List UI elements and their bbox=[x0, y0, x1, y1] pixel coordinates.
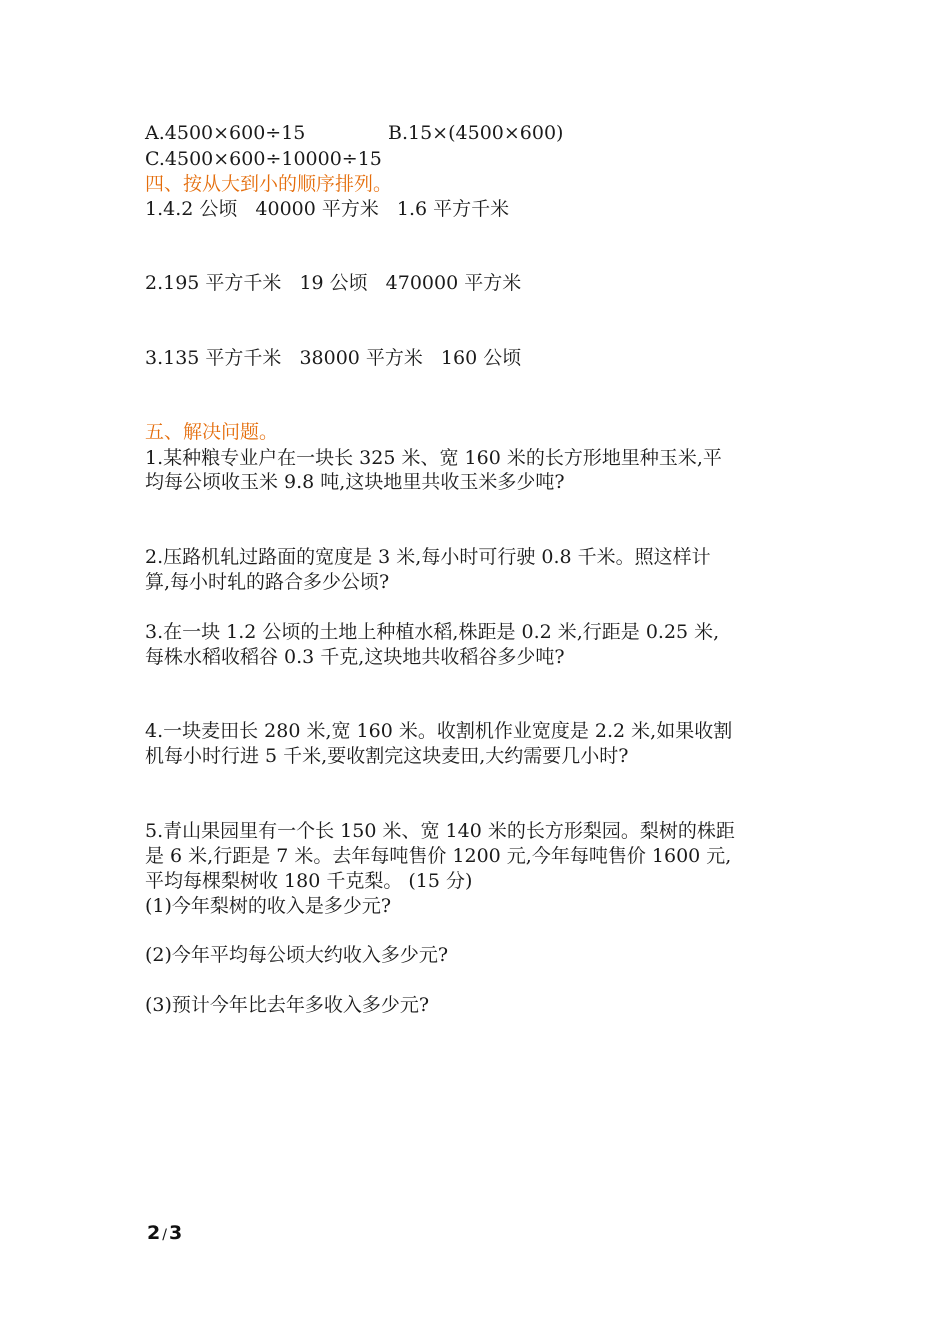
s4-item-3-a: 3.135 平方千米 bbox=[145, 347, 282, 369]
q3-line-2: 每株水稻收稻谷 0.3 千克,这块地共收稻谷多少吨? bbox=[145, 646, 565, 668]
s4-item-3-b: 38000 平方米 bbox=[299, 347, 423, 369]
s4-item-2 bbox=[145, 271, 521, 295]
page-current: 2 bbox=[147, 1222, 161, 1244]
q4-line-2: 机每小时行进 5 千米,要收割完这块麦田,大约需要几小时? bbox=[145, 745, 629, 767]
section4-heading: 四、按从大到小的顺序排列。 bbox=[145, 173, 393, 195]
s4-item-1-a: 1.4.2 公顷 bbox=[145, 198, 238, 220]
options-row-ab bbox=[145, 121, 564, 145]
s4-item-1-b: 40000 平方米 bbox=[255, 198, 379, 220]
q2-line-1: 2.压路机轧过路面的宽度是 3 米,每小时可行驶 0.8 千米。照这样计 bbox=[145, 546, 711, 568]
q3-line-1: 3.在一块 1.2 公顷的土地上种植水稻,株距是 0.2 米,行距是 0.25 米, bbox=[145, 621, 720, 643]
q4-line-1: 4.一块麦田长 280 米,宽 160 米。收割机作业宽度是 2.2 米,如果收割 bbox=[145, 720, 733, 742]
s4-item-1 bbox=[145, 197, 509, 221]
q1-line-2: 均每公顷收玉米 9.8 吨,这块地里共收玉米多少吨? bbox=[145, 471, 565, 493]
s4-item-2-b: 19 公顷 bbox=[299, 272, 368, 294]
q5-line-1: 5.青山果园里有一个长 150 米、宽 140 米的长方形梨园。梨树的株距 bbox=[145, 820, 735, 842]
option-c: C.4500×600÷10000÷15 bbox=[145, 148, 382, 170]
q5-line-2: 是 6 米,行距是 7 米。去年每吨售价 1200 元,今年每吨售价 1600 元, bbox=[145, 845, 732, 867]
q1-line-1: 1.某种粮专业户在一块长 325 米、宽 160 米的长方形地里种玉米,平 bbox=[145, 447, 722, 469]
s4-item-1-c: 1.6 平方千米 bbox=[396, 198, 510, 220]
q5-sub-3: (3)预计今年比去年多收入多少元? bbox=[145, 994, 430, 1016]
option-a: A.4500×600÷15 bbox=[145, 122, 306, 144]
q5-sub-2: (2)今年平均每公顷大约收入多少元? bbox=[145, 944, 449, 966]
page-separator: / bbox=[162, 1227, 167, 1243]
s4-item-3 bbox=[145, 346, 521, 370]
q5-line-3: 平均每棵梨树收 180 千克梨。 (15 分) bbox=[145, 870, 473, 892]
q5-sub-1: (1)今年梨树的收入是多少元? bbox=[145, 895, 392, 917]
page-number bbox=[147, 1222, 182, 1244]
page-total: 3 bbox=[168, 1222, 183, 1244]
section5-heading: 五、解决问题。 bbox=[145, 421, 279, 443]
s4-item-2-c: 470000 平方米 bbox=[385, 272, 522, 294]
s4-item-3-c: 160 公顷 bbox=[440, 347, 522, 369]
s4-item-2-a: 2.195 平方千米 bbox=[145, 272, 282, 294]
option-b: B.15×(4500×600) bbox=[388, 122, 564, 144]
q2-line-2: 算,每小时轧的路合多少公顷? bbox=[145, 571, 390, 593]
